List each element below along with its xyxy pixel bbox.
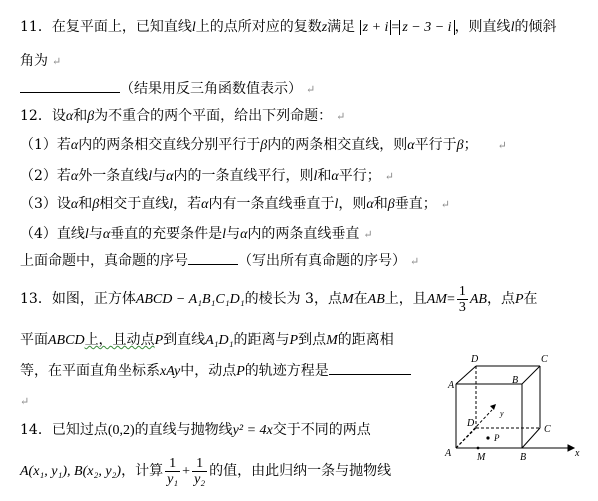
q13-line-4 — [20, 391, 29, 412]
return-mark-icon: ↵ — [440, 198, 450, 211]
point-p — [486, 436, 489, 439]
x-axis-arrow-icon — [568, 445, 574, 451]
return-mark-icon: ↵ — [306, 83, 316, 96]
q13-line-3: 等，在平面直角坐标系xAy中，动点P的轨迹方程是 — [20, 360, 411, 382]
label-p: P — [494, 433, 500, 443]
label-d: D — [467, 418, 475, 429]
label-m: M — [477, 452, 486, 463]
q12-number: 12． — [20, 108, 52, 124]
cube-figure — [440, 348, 590, 468]
return-mark-icon: ↵ — [410, 255, 420, 268]
label-b: B — [520, 452, 527, 463]
return-mark-icon: ↵ — [52, 55, 62, 68]
q11-line-2: 角为 ↵ — [20, 53, 62, 69]
q11-line-3: （结果用反三角函数值表示） ↵ — [20, 78, 315, 100]
q12-item-4: （4）直线l与α垂直的充要条件是l与α内的两条直线垂直 ↵ — [20, 226, 373, 242]
q11-answer-blank[interactable] — [20, 78, 120, 93]
q12-item-2: （2）若α外一条直线l与α内的一条直线平行，则l和α平行； ↵ — [20, 168, 394, 184]
q12-tail: 上面命题中，真命题的序号 （写出所有真命题的序号） ↵ — [20, 250, 419, 272]
q11-number: 11． — [20, 19, 52, 35]
label-b-top: B — [512, 375, 519, 386]
label-x: x — [575, 448, 580, 459]
q14-number: 14． — [20, 422, 52, 438]
return-mark-icon: ↵ — [497, 139, 507, 152]
label-y: y — [500, 409, 504, 418]
q13-line-2: 平面ABCD上，且动点P到直线A₁D₁的距离与P到点M的距离相 — [20, 332, 394, 348]
y-axis — [456, 410, 492, 448]
q14-fraction-1: $\frac{1}{\text{y₁}}$ — [167, 455, 179, 487]
return-mark-icon: ↵ — [20, 395, 30, 408]
return-mark-icon: ↵ — [363, 228, 373, 241]
q12-item-3: （3）设α和β相交于直线l，若α内有一条直线垂直于l，则α和β垂直； ↵ — [20, 196, 450, 212]
q13-number: 13． — [20, 291, 52, 307]
q14-line-2: A(x₁, y₁), B(x₂, y₂)，计算 $\frac{1}{\text{y₁}}$ + $\frac{1}{\text{y₂}}$ 的值，由此归纳一条与抛物线 — [20, 455, 392, 487]
cube-edge-hidden — [456, 428, 476, 448]
q11-abs-left: z + i — [360, 20, 392, 35]
cube-edge — [522, 366, 540, 384]
q13-answer-blank[interactable] — [329, 360, 411, 375]
return-mark-icon: ↵ — [336, 110, 346, 123]
q13-fraction: $\frac{1}{3}$ — [458, 283, 466, 315]
label-a-top: A — [448, 380, 455, 391]
q14-fraction-2: $\frac{1}{\text{y₂}}$ — [194, 455, 206, 487]
label-c-top: C — [541, 354, 548, 365]
point-m — [477, 447, 480, 450]
q12-answer-blank[interactable] — [188, 250, 238, 265]
q12-line-1: 12．设α和β为不重合的两个平面，给出下列命题： ↵ — [20, 108, 346, 124]
q11-line-1: 11．在复平面上，已知直线l上的点所对应的复数z满足 z + i = z − 3 − i ，则直线l的倾斜 — [20, 19, 557, 35]
label-c: C — [544, 424, 551, 435]
q13-line-1: 13．如图，正方体ABCD − A₁B₁C₁D₁的棱长为 3，点M在AB上，且AM= $\frac{1}{3}$ AB，点P在 — [20, 283, 538, 315]
q12-item-1: （1）若α内的两条相交直线分别平行于β内的两条相交直线，则α平行于β； ↵ — [20, 137, 507, 153]
cube-edge — [522, 428, 540, 448]
label-d-top: D — [471, 354, 479, 365]
q14-line-1: 14．已知过点(0,2)的直线与抛物线y² = 4x交于不同的两点 — [20, 422, 371, 438]
label-a: A — [445, 448, 452, 459]
return-mark-icon: ↵ — [384, 170, 394, 183]
y-axis-arrow-icon — [490, 404, 496, 410]
q11-abs-right: z − 3 − i — [399, 20, 454, 35]
cube-edge — [456, 366, 476, 384]
